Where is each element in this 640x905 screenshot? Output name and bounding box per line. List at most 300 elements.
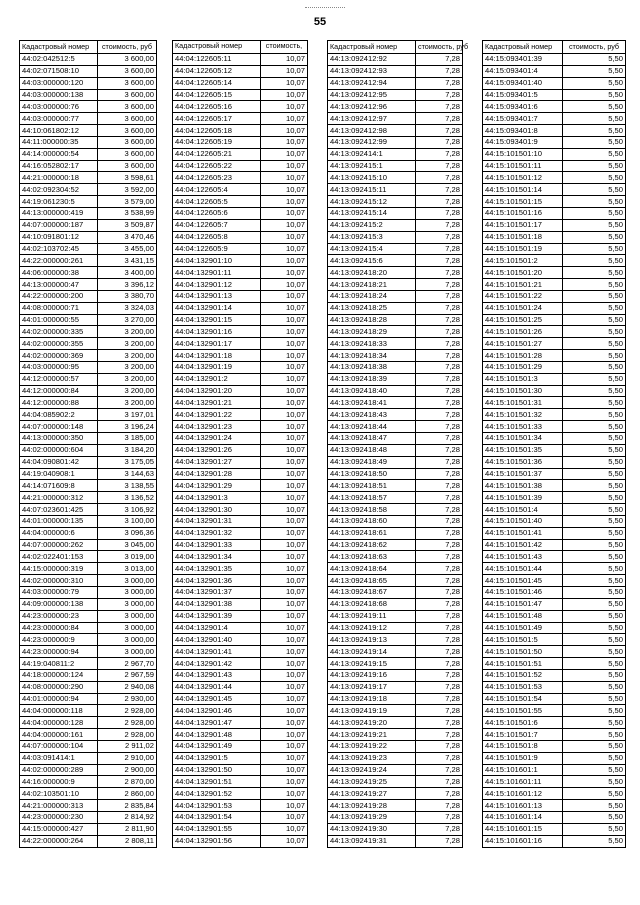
cadastral-number-cell: 44:04:132901:18 bbox=[173, 350, 261, 362]
cost-cell: 5,50 bbox=[563, 504, 626, 516]
table-row bbox=[328, 207, 463, 219]
cost-cell: 2 900,00 bbox=[98, 764, 157, 776]
table-row bbox=[483, 729, 626, 741]
cadastral-number-cell: 44:13:092419:12 bbox=[328, 622, 416, 634]
cost-cell: 3 600,00 bbox=[98, 160, 157, 172]
cadastral-number-cell: 44:04:132901:41 bbox=[173, 646, 261, 658]
cadastral-number-cell: 44:12:000000:84 bbox=[20, 385, 98, 397]
cadastral-number-cell: 44:13:092419:15 bbox=[328, 658, 416, 670]
table-row bbox=[483, 515, 626, 527]
cadastral-number-cell: 44:03:091414:1 bbox=[20, 752, 98, 764]
cadastral-number-cell: 44:01:000000:55 bbox=[20, 314, 98, 326]
cadastral-number-cell: 44:15:101501:2 bbox=[483, 255, 563, 267]
cost-cell: 5,50 bbox=[563, 539, 626, 551]
cadastral-number-cell: 44:04:132901:4 bbox=[173, 622, 261, 634]
header-cadastral-number: Кадастровый номер bbox=[328, 41, 416, 54]
table-row bbox=[328, 598, 463, 610]
cadastral-number-cell: 44:13:092418:57 bbox=[328, 492, 416, 504]
table-row bbox=[328, 800, 463, 812]
table-row bbox=[328, 314, 463, 326]
cost-cell: 10,07 bbox=[261, 610, 308, 622]
table-row bbox=[20, 492, 157, 504]
cadastral-number-cell: 44:13:092419:20 bbox=[328, 717, 416, 729]
cost-cell: 7,28 bbox=[416, 764, 463, 776]
cadastral-number-cell: 44:19:040811:2 bbox=[20, 658, 98, 670]
cadastral-number-cell: 44:15:101501:39 bbox=[483, 492, 563, 504]
cost-cell: 7,28 bbox=[416, 752, 463, 764]
cadastral-number-cell: 44:15:101601:14 bbox=[483, 812, 563, 824]
cost-cell: 10,07 bbox=[261, 279, 308, 291]
table-row bbox=[20, 800, 157, 812]
cost-cell: 3 579,00 bbox=[98, 196, 157, 208]
table-row bbox=[20, 397, 157, 409]
cadastral-number-cell: 44:04:132901:38 bbox=[173, 598, 261, 610]
cadastral-number-cell: 44:16:000000:9 bbox=[20, 776, 98, 788]
cost-cell: 7,28 bbox=[416, 515, 463, 527]
cadastral-number-cell: 44:15:101501:55 bbox=[483, 705, 563, 717]
table-row bbox=[20, 314, 157, 326]
table-row bbox=[328, 776, 463, 788]
cost-cell: 7,28 bbox=[416, 326, 463, 338]
cadastral-number-cell: 44:15:101501:54 bbox=[483, 693, 563, 705]
cost-cell: 5,50 bbox=[563, 480, 626, 492]
table-row bbox=[20, 444, 157, 456]
table-row bbox=[173, 681, 308, 693]
cadastral-number-cell: 44:15:101501:49 bbox=[483, 622, 563, 634]
cost-cell: 7,28 bbox=[416, 586, 463, 598]
table-row bbox=[328, 622, 463, 634]
table-row bbox=[328, 729, 463, 741]
cost-cell: 10,07 bbox=[261, 586, 308, 598]
table-row bbox=[20, 89, 157, 101]
table-row bbox=[483, 160, 626, 172]
cost-cell: 7,28 bbox=[416, 835, 463, 847]
table-row bbox=[20, 373, 157, 385]
cost-cell: 5,50 bbox=[563, 788, 626, 800]
table-row bbox=[483, 705, 626, 717]
cadastral-number-cell: 44:04:122605:5 bbox=[173, 196, 261, 208]
cadastral-number-cell: 44:15:101501:40 bbox=[483, 515, 563, 527]
table-row bbox=[483, 681, 626, 693]
table-row bbox=[173, 101, 308, 113]
cost-cell: 7,28 bbox=[416, 338, 463, 350]
header-cost: стоимость, bbox=[261, 41, 308, 54]
table-row bbox=[483, 255, 626, 267]
table-row bbox=[483, 338, 626, 350]
cadastral-number-cell: 44:03:000000:95 bbox=[20, 361, 98, 373]
table-row bbox=[483, 290, 626, 302]
cadastral-number-cell: 44:13:092414:1 bbox=[328, 148, 416, 160]
table-row bbox=[483, 77, 626, 89]
cost-cell: 7,28 bbox=[416, 89, 463, 101]
table-row bbox=[483, 326, 626, 338]
cadastral-number-cell: 44:23:000000:94 bbox=[20, 646, 98, 658]
cost-cell: 7,28 bbox=[416, 77, 463, 89]
cadastral-number-cell: 44:13:092419:31 bbox=[328, 835, 416, 847]
cadastral-number-cell: 44:13:092415:10 bbox=[328, 172, 416, 184]
cost-cell: 7,28 bbox=[416, 125, 463, 137]
table-row bbox=[328, 456, 463, 468]
cadastral-number-cell: 44:04:132901:12 bbox=[173, 279, 261, 291]
cadastral-number-cell: 44:07:000000:187 bbox=[20, 219, 98, 231]
cadastral-number-cell: 44:04:132901:34 bbox=[173, 551, 261, 563]
cadastral-number-cell: 44:15:101501:18 bbox=[483, 231, 563, 243]
cost-cell: 5,50 bbox=[563, 634, 626, 646]
table-row bbox=[328, 468, 463, 480]
cadastral-table-4 bbox=[482, 40, 626, 848]
cost-cell: 10,07 bbox=[261, 575, 308, 587]
cadastral-number-cell: 44:04:132901:27 bbox=[173, 456, 261, 468]
cadastral-number-cell: 44:04:132901:30 bbox=[173, 504, 261, 516]
table-row bbox=[20, 433, 157, 445]
cadastral-number-cell: 44:15:101501:32 bbox=[483, 409, 563, 421]
cost-cell: 10,07 bbox=[261, 267, 308, 279]
cadastral-number-cell: 44:13:092412:98 bbox=[328, 125, 416, 137]
table-row bbox=[173, 729, 308, 741]
table-row bbox=[20, 77, 157, 89]
table-row bbox=[20, 101, 157, 113]
cost-cell: 7,28 bbox=[416, 504, 463, 516]
table-row bbox=[20, 823, 157, 835]
cadastral-number-cell: 44:04:132901:23 bbox=[173, 421, 261, 433]
cadastral-number-cell: 44:07:000000:148 bbox=[20, 421, 98, 433]
cadastral-number-cell: 44:13:092418:58 bbox=[328, 504, 416, 516]
cadastral-number-cell: 44:04:132901:51 bbox=[173, 776, 261, 788]
cadastral-number-cell: 44:15:101501:17 bbox=[483, 219, 563, 231]
cost-cell: 3 106,92 bbox=[98, 504, 157, 516]
cost-cell: 5,50 bbox=[563, 113, 626, 125]
cadastral-number-cell: 44:04:132901:36 bbox=[173, 575, 261, 587]
cadastral-table-1 bbox=[19, 40, 157, 848]
table-row bbox=[173, 148, 308, 160]
cadastral-number-cell: 44:04:132901:5 bbox=[173, 752, 261, 764]
cost-cell: 3 000,00 bbox=[98, 622, 157, 634]
cost-cell: 3 096,36 bbox=[98, 527, 157, 539]
cadastral-number-cell: 44:15:101601:15 bbox=[483, 823, 563, 835]
table-row bbox=[173, 231, 308, 243]
table-row bbox=[20, 598, 157, 610]
cadastral-number-cell: 44:15:101501:45 bbox=[483, 575, 563, 587]
cost-cell: 5,50 bbox=[563, 823, 626, 835]
cost-cell: 10,07 bbox=[261, 646, 308, 658]
cadastral-number-cell: 44:19:040908:1 bbox=[20, 468, 98, 480]
cadastral-number-cell: 44:15:101501:8 bbox=[483, 740, 563, 752]
cost-cell: 5,50 bbox=[563, 468, 626, 480]
cost-cell: 10,07 bbox=[261, 125, 308, 137]
cost-cell: 3 400,00 bbox=[98, 267, 157, 279]
table-row bbox=[483, 575, 626, 587]
cadastral-number-cell: 44:13:092419:24 bbox=[328, 764, 416, 776]
cadastral-number-cell: 44:21:000000:18 bbox=[20, 172, 98, 184]
cadastral-number-cell: 44:15:000000:427 bbox=[20, 823, 98, 835]
cadastral-number-cell: 44:01:000000:135 bbox=[20, 515, 98, 527]
table-row bbox=[328, 764, 463, 776]
cost-cell: 5,50 bbox=[563, 527, 626, 539]
cadastral-number-cell: 44:12:000000:57 bbox=[20, 373, 98, 385]
table-row bbox=[328, 658, 463, 670]
cost-cell: 7,28 bbox=[416, 136, 463, 148]
cost-cell: 2 911,02 bbox=[98, 740, 157, 752]
table-row bbox=[20, 776, 157, 788]
table-row bbox=[20, 752, 157, 764]
cost-cell: 5,50 bbox=[563, 752, 626, 764]
cadastral-number-cell: 44:13:092418:67 bbox=[328, 586, 416, 598]
cost-cell: 2 967,59 bbox=[98, 669, 157, 681]
table-row bbox=[483, 480, 626, 492]
table-row bbox=[328, 136, 463, 148]
cost-cell: 5,50 bbox=[563, 444, 626, 456]
cadastral-number-cell: 44:13:092418:43 bbox=[328, 409, 416, 421]
table-row bbox=[173, 267, 308, 279]
cadastral-number-cell: 44:16:052802:17 bbox=[20, 160, 98, 172]
cost-cell: 10,07 bbox=[261, 634, 308, 646]
table-row bbox=[328, 788, 463, 800]
cost-cell: 10,07 bbox=[261, 302, 308, 314]
table-row bbox=[20, 113, 157, 125]
table-row bbox=[20, 172, 157, 184]
cost-cell: 5,50 bbox=[563, 54, 626, 66]
cadastral-number-cell: 44:15:101501:41 bbox=[483, 527, 563, 539]
cost-cell: 3 045,00 bbox=[98, 539, 157, 551]
cadastral-number-cell: 44:04:132901:28 bbox=[173, 468, 261, 480]
cost-cell: 3 000,00 bbox=[98, 634, 157, 646]
cost-cell: 5,50 bbox=[563, 622, 626, 634]
cadastral-number-cell: 44:13:092418:38 bbox=[328, 361, 416, 373]
cadastral-number-cell: 44:04:132901:17 bbox=[173, 338, 261, 350]
cadastral-number-cell: 44:04:000000:118 bbox=[20, 705, 98, 717]
table-row bbox=[173, 504, 308, 516]
table-row bbox=[328, 184, 463, 196]
cost-cell: 7,28 bbox=[416, 361, 463, 373]
table-row bbox=[20, 693, 157, 705]
table-row bbox=[20, 835, 157, 847]
table-row bbox=[173, 350, 308, 362]
table-row bbox=[328, 279, 463, 291]
cadastral-number-cell: 44:12:000000:88 bbox=[20, 397, 98, 409]
table-row bbox=[20, 148, 157, 160]
cost-cell: 7,28 bbox=[416, 65, 463, 77]
cost-cell: 7,28 bbox=[416, 231, 463, 243]
cost-cell: 10,07 bbox=[261, 172, 308, 184]
table-row bbox=[20, 267, 157, 279]
cadastral-number-cell: 44:04:132901:15 bbox=[173, 314, 261, 326]
cost-cell: 10,07 bbox=[261, 65, 308, 77]
cadastral-number-cell: 44:15:101501:24 bbox=[483, 302, 563, 314]
table-row bbox=[328, 835, 463, 847]
cost-cell: 10,07 bbox=[261, 492, 308, 504]
cost-cell: 5,50 bbox=[563, 302, 626, 314]
table-row bbox=[20, 658, 157, 670]
table-row bbox=[328, 515, 463, 527]
cost-cell: 5,50 bbox=[563, 586, 626, 598]
table-row bbox=[20, 160, 157, 172]
cadastral-number-cell: 44:04:132901:14 bbox=[173, 302, 261, 314]
cost-cell: 5,50 bbox=[563, 350, 626, 362]
cadastral-number-cell: 44:04:132901:2 bbox=[173, 373, 261, 385]
header-cadastral-number: Кадастровый номер bbox=[20, 41, 98, 54]
table-row bbox=[328, 539, 463, 551]
table-row bbox=[20, 480, 157, 492]
cadastral-number-cell: 44:13:092419:30 bbox=[328, 823, 416, 835]
table-row bbox=[20, 54, 157, 66]
cadastral-number-cell: 44:15:101501:37 bbox=[483, 468, 563, 480]
cadastral-number-cell: 44:13:092418:24 bbox=[328, 290, 416, 302]
cadastral-number-cell: 44:15:101501:35 bbox=[483, 444, 563, 456]
table-row bbox=[328, 101, 463, 113]
cost-cell: 5,50 bbox=[563, 563, 626, 575]
cost-cell: 10,07 bbox=[261, 255, 308, 267]
cost-cell: 2 930,00 bbox=[98, 693, 157, 705]
cadastral-number-cell: 44:15:101501:33 bbox=[483, 421, 563, 433]
table-row bbox=[328, 752, 463, 764]
cadastral-number-cell: 44:15:101501:4 bbox=[483, 504, 563, 516]
table-row bbox=[483, 385, 626, 397]
cost-cell: 10,07 bbox=[261, 397, 308, 409]
table-row bbox=[20, 740, 157, 752]
cost-cell: 10,07 bbox=[261, 480, 308, 492]
cadastral-number-cell: 44:13:092418:39 bbox=[328, 373, 416, 385]
table-row bbox=[483, 551, 626, 563]
table-row bbox=[328, 89, 463, 101]
cadastral-number-cell: 44:04:122605:16 bbox=[173, 101, 261, 113]
cost-cell: 10,07 bbox=[261, 515, 308, 527]
table-row bbox=[173, 397, 308, 409]
cost-cell: 3 138,55 bbox=[98, 480, 157, 492]
table-row bbox=[173, 527, 308, 539]
cost-cell: 10,07 bbox=[261, 835, 308, 847]
table-row bbox=[20, 764, 157, 776]
cadastral-number-cell: 44:04:132901:44 bbox=[173, 681, 261, 693]
cost-cell: 7,28 bbox=[416, 456, 463, 468]
cost-cell: 10,07 bbox=[261, 231, 308, 243]
cadastral-number-cell: 44:13:092418:41 bbox=[328, 397, 416, 409]
cadastral-number-cell: 44:02:000000:355 bbox=[20, 338, 98, 350]
cadastral-number-cell: 44:04:132901:39 bbox=[173, 610, 261, 622]
cost-cell: 3 600,00 bbox=[98, 136, 157, 148]
cost-cell: 10,07 bbox=[261, 468, 308, 480]
cadastral-table-2 bbox=[172, 40, 308, 848]
cadastral-number-cell: 44:13:092418:20 bbox=[328, 267, 416, 279]
cost-cell: 10,07 bbox=[261, 314, 308, 326]
table-row bbox=[20, 279, 157, 291]
table-row bbox=[20, 302, 157, 314]
cost-cell: 5,50 bbox=[563, 492, 626, 504]
table-row bbox=[328, 302, 463, 314]
cost-cell: 7,28 bbox=[416, 196, 463, 208]
table-row bbox=[328, 527, 463, 539]
cost-cell: 7,28 bbox=[416, 646, 463, 658]
cost-cell: 3 184,20 bbox=[98, 444, 157, 456]
table-row bbox=[20, 717, 157, 729]
cost-cell: 2 814,92 bbox=[98, 812, 157, 824]
cost-cell: 10,07 bbox=[261, 776, 308, 788]
cadastral-number-cell: 44:04:122605:14 bbox=[173, 77, 261, 89]
table-row bbox=[173, 480, 308, 492]
cost-cell: 7,28 bbox=[416, 823, 463, 835]
table-row bbox=[483, 433, 626, 445]
table-row bbox=[328, 433, 463, 445]
table-row bbox=[483, 646, 626, 658]
cost-cell: 2 928,00 bbox=[98, 705, 157, 717]
cost-cell: 10,07 bbox=[261, 681, 308, 693]
cost-cell: 2 811,90 bbox=[98, 823, 157, 835]
cadastral-number-cell: 44:04:132901:29 bbox=[173, 480, 261, 492]
table-row bbox=[483, 207, 626, 219]
table-row bbox=[328, 717, 463, 729]
table-row bbox=[20, 669, 157, 681]
cadastral-number-cell: 44:04:122605:7 bbox=[173, 219, 261, 231]
table-row bbox=[483, 314, 626, 326]
table-row bbox=[328, 267, 463, 279]
table-row bbox=[483, 586, 626, 598]
table-row bbox=[173, 65, 308, 77]
cadastral-number-cell: 44:15:101601:11 bbox=[483, 776, 563, 788]
cadastral-number-cell: 44:13:092419:28 bbox=[328, 800, 416, 812]
table-row bbox=[20, 468, 157, 480]
table-row bbox=[328, 290, 463, 302]
cadastral-number-cell: 44:04:132901:21 bbox=[173, 397, 261, 409]
cadastral-number-cell: 44:13:092419:21 bbox=[328, 729, 416, 741]
cadastral-number-cell: 44:13:092419:23 bbox=[328, 752, 416, 764]
cadastral-number-cell: 44:13:092415:2 bbox=[328, 219, 416, 231]
cost-cell: 5,50 bbox=[563, 421, 626, 433]
cost-cell: 10,07 bbox=[261, 196, 308, 208]
table-row bbox=[483, 693, 626, 705]
table-row bbox=[483, 172, 626, 184]
table-row bbox=[483, 812, 626, 824]
cost-cell: 7,28 bbox=[416, 468, 463, 480]
cost-cell: 5,50 bbox=[563, 456, 626, 468]
cost-cell: 7,28 bbox=[416, 551, 463, 563]
cadastral-number-cell: 44:15:101501:14 bbox=[483, 184, 563, 196]
table-row bbox=[328, 480, 463, 492]
table-row bbox=[173, 456, 308, 468]
cadastral-number-cell: 44:04:122605:21 bbox=[173, 148, 261, 160]
cost-cell: 7,28 bbox=[416, 812, 463, 824]
cost-cell: 10,07 bbox=[261, 326, 308, 338]
cadastral-number-cell: 44:13:092418:44 bbox=[328, 421, 416, 433]
table-row bbox=[483, 492, 626, 504]
table-row bbox=[483, 468, 626, 480]
table-row bbox=[173, 634, 308, 646]
cost-cell: 3 270,00 bbox=[98, 314, 157, 326]
cost-cell: 7,28 bbox=[416, 669, 463, 681]
cadastral-number-cell: 44:15:101501:16 bbox=[483, 207, 563, 219]
cost-cell: 7,28 bbox=[416, 693, 463, 705]
table-row bbox=[328, 669, 463, 681]
cadastral-number-cell: 44:15:000000:319 bbox=[20, 563, 98, 575]
table-row bbox=[328, 646, 463, 658]
table-row bbox=[173, 385, 308, 397]
page-number: 55 bbox=[313, 16, 327, 28]
cadastral-number-cell: 44:13:092419:17 bbox=[328, 681, 416, 693]
cost-cell: 3 600,00 bbox=[98, 113, 157, 125]
table-row bbox=[173, 658, 308, 670]
cadastral-number-cell: 44:04:132901:11 bbox=[173, 267, 261, 279]
cadastral-number-cell: 44:04:122605:19 bbox=[173, 136, 261, 148]
table-row bbox=[20, 421, 157, 433]
table-row bbox=[328, 148, 463, 160]
cadastral-number-cell: 44:04:132901:19 bbox=[173, 361, 261, 373]
cost-cell: 2 940,08 bbox=[98, 681, 157, 693]
table-row bbox=[20, 586, 157, 598]
cadastral-number-cell: 44:13:092418:51 bbox=[328, 480, 416, 492]
cadastral-number-cell: 44:15:101501:22 bbox=[483, 290, 563, 302]
cadastral-number-cell: 44:11:000000:35 bbox=[20, 136, 98, 148]
cost-cell: 5,50 bbox=[563, 598, 626, 610]
table-row bbox=[20, 539, 157, 551]
table-header-row bbox=[173, 41, 308, 54]
